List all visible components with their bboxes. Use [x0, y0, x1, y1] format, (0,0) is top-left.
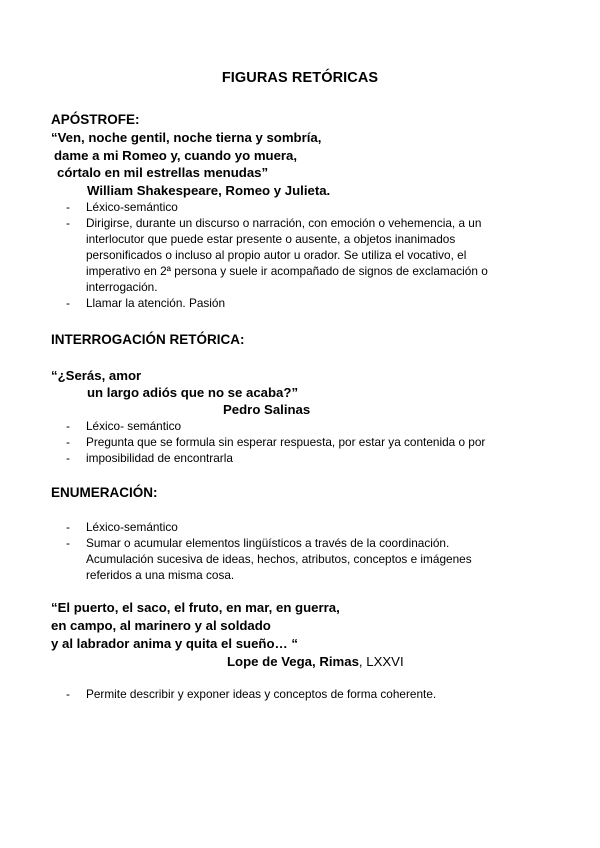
list-item: - Léxico- semántico [66, 419, 182, 433]
bullet-list [66, 199, 526, 311]
page-title: FIGURAS RETÓRICAS [221, 70, 379, 86]
quote-line: “El puerto, el saco, el fruto, en mar, en guerra, [51, 600, 340, 615]
quote-line: un largo adiós que no se acaba?” [87, 385, 299, 400]
list-item: - Dirigirse, durante un discurso o narración, con emoción o vehemencia, a un interlocutor que puede estar presente o ausente, a objetos inanimados personificados o incluso al propio autor u orador. Se utiliza el vocativo, el imperativo en 2ª persona y suele ir acompañado de signos de exclamación o interrogación. [66, 216, 488, 294]
bullet-list [66, 519, 526, 583]
heading-interrogacion: INTERROGACIÓN RETÓRICA: [51, 332, 245, 347]
list-item: - Permite describir y exponer ideas y conceptos de forma coherente. [66, 687, 437, 701]
list-item: - Léxico-semántico [66, 520, 178, 534]
bullet-list [66, 418, 526, 466]
quote-author [227, 654, 404, 669]
quote-line: “¿Serás, amor [51, 368, 142, 383]
list-item: - Pregunta que se formula sin esperar respuesta, por estar ya contenida o por [66, 435, 486, 449]
quote-author: William Shakespeare, Romeo y Julieta. [87, 183, 331, 198]
bullet-list [66, 686, 526, 702]
list-item: - Llamar la atención. Pasión [66, 296, 226, 310]
author-name: Lope de Vega, Rimas [227, 654, 359, 669]
list-item: - Sumar o acumular elementos lingüísticos a través de la coordinación. Acumulación sucesiva de ideas, hechos, atributos, conceptos e imágenes referidos a una misma cosa. [66, 536, 472, 582]
quote-line: en campo, al marinero y al soldado [51, 618, 271, 633]
quote-author: Pedro Salinas [223, 402, 311, 417]
heading-enumeracion: ENUMERACIÓN: [51, 485, 158, 500]
list-item: - imposibilidad de encontrarla [66, 451, 233, 465]
author-suffix: , LXXVI [358, 654, 404, 669]
quote-line: “Ven, noche gentil, noche tierna y sombría, [51, 130, 322, 145]
quote-line: córtalo en mil estrellas menudas” [57, 165, 269, 180]
list-item: - Léxico-semántico [66, 200, 178, 214]
quote-line: y al labrador anima y quita el sueño… “ [51, 636, 298, 651]
quote-line: dame a mi Romeo y, cuando yo muera, [54, 148, 298, 163]
heading-apostrofe: APÓSTROFE: [51, 112, 140, 127]
